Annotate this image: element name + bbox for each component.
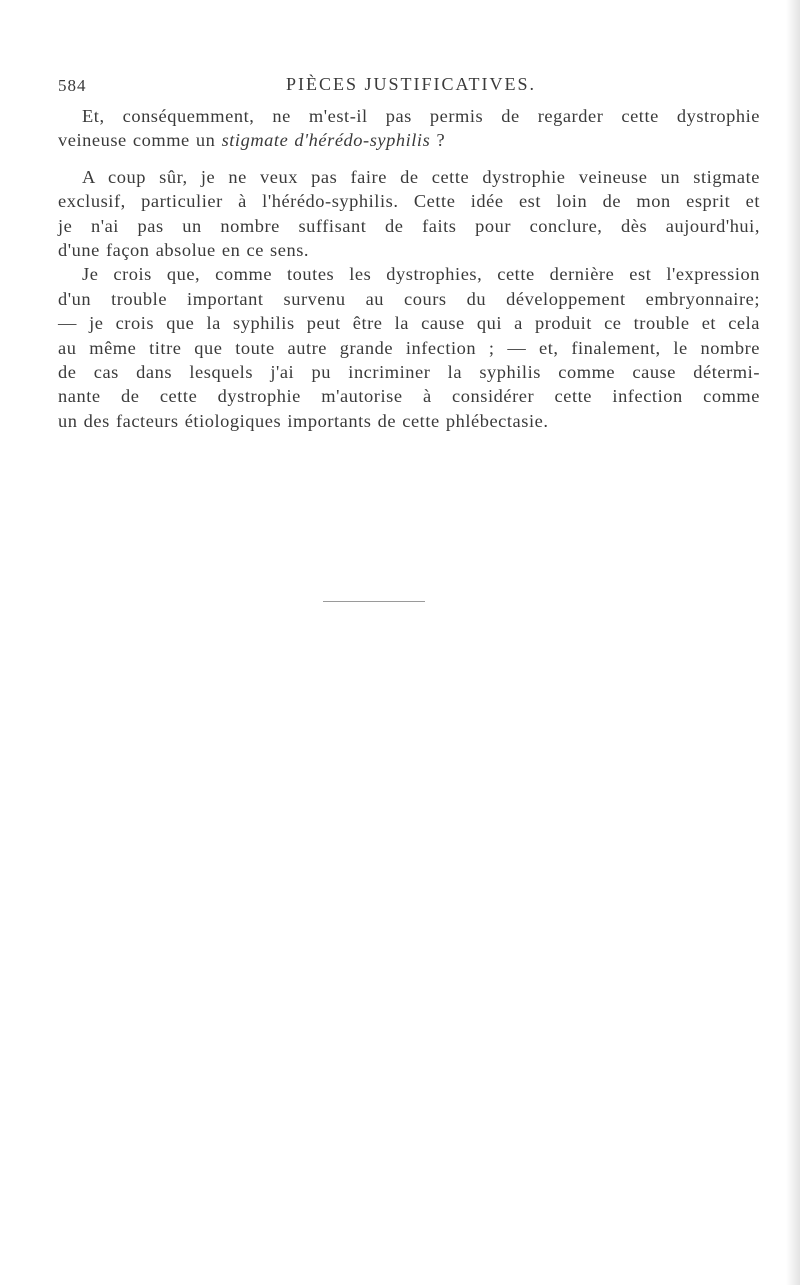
page-header — [58, 76, 758, 104]
paragraph-3-line-3: — je crois que la syphilis peut être la cause qui a produit ce trouble et cela — [58, 313, 760, 334]
paragraph-3-line-5: de cas dans lesquels j'ai pu incriminer la syphilis comme cause détermi- — [58, 362, 760, 383]
paragraph-2-line-4: d'une façon absolue en ce sens. — [58, 240, 310, 261]
page-number: 584 — [58, 76, 87, 95]
paragraph-3-line-4: au même titre que toute autre grande infection ; — et, finalement, le nombre — [58, 337, 760, 358]
paragraph-1-line-1: Et, conséquemment, ne m'est-il pas permis de regarder cette dystrophie — [82, 106, 760, 126]
paragraph-1-line-2-end: ? — [430, 130, 446, 151]
paragraph-3-line-2: d'un trouble important survenu au cours du développement embryonnaire; — [58, 288, 760, 309]
paragraph-1-line-2-text: veineuse comme un — [58, 130, 222, 151]
section-divider — [323, 601, 425, 602]
paragraph-1-line-2 — [58, 128, 760, 152]
paragraph-3-line-6: nante de cette dystrophie m'autorise à considérer cette infection comme — [58, 386, 760, 407]
paragraph-2-line-2: exclusif, particulier à l'hérédo-syphilis. Cette idée est loin de mon esprit et — [58, 191, 760, 212]
paragraph-3-line-7: un des facteurs étiologiques importants de cette phlébectasie. — [58, 410, 549, 431]
running-title: PIÈCES JUSTIFICATIVES. — [286, 74, 537, 94]
paragraph-2 — [58, 165, 760, 263]
body-text — [58, 104, 760, 433]
italic-term: stigmate d'hérédo-syphilis — [221, 130, 431, 151]
paragraph-3-line-1: Je crois que, comme toutes les dystrophies, cette dernière est l'expression — [82, 264, 760, 285]
paragraph-2-line-3: je n'ai pas un nombre suffisant de faits pour conclure, dès aujourd'hui, — [58, 215, 760, 236]
paragraph-1 — [58, 104, 760, 153]
paragraph-2-line-1: A coup sûr, je ne veux pas faire de cette dystrophie veineuse un stigmate — [82, 166, 760, 187]
page-edge-shadow — [786, 0, 800, 1285]
paragraph-3 — [58, 262, 760, 433]
